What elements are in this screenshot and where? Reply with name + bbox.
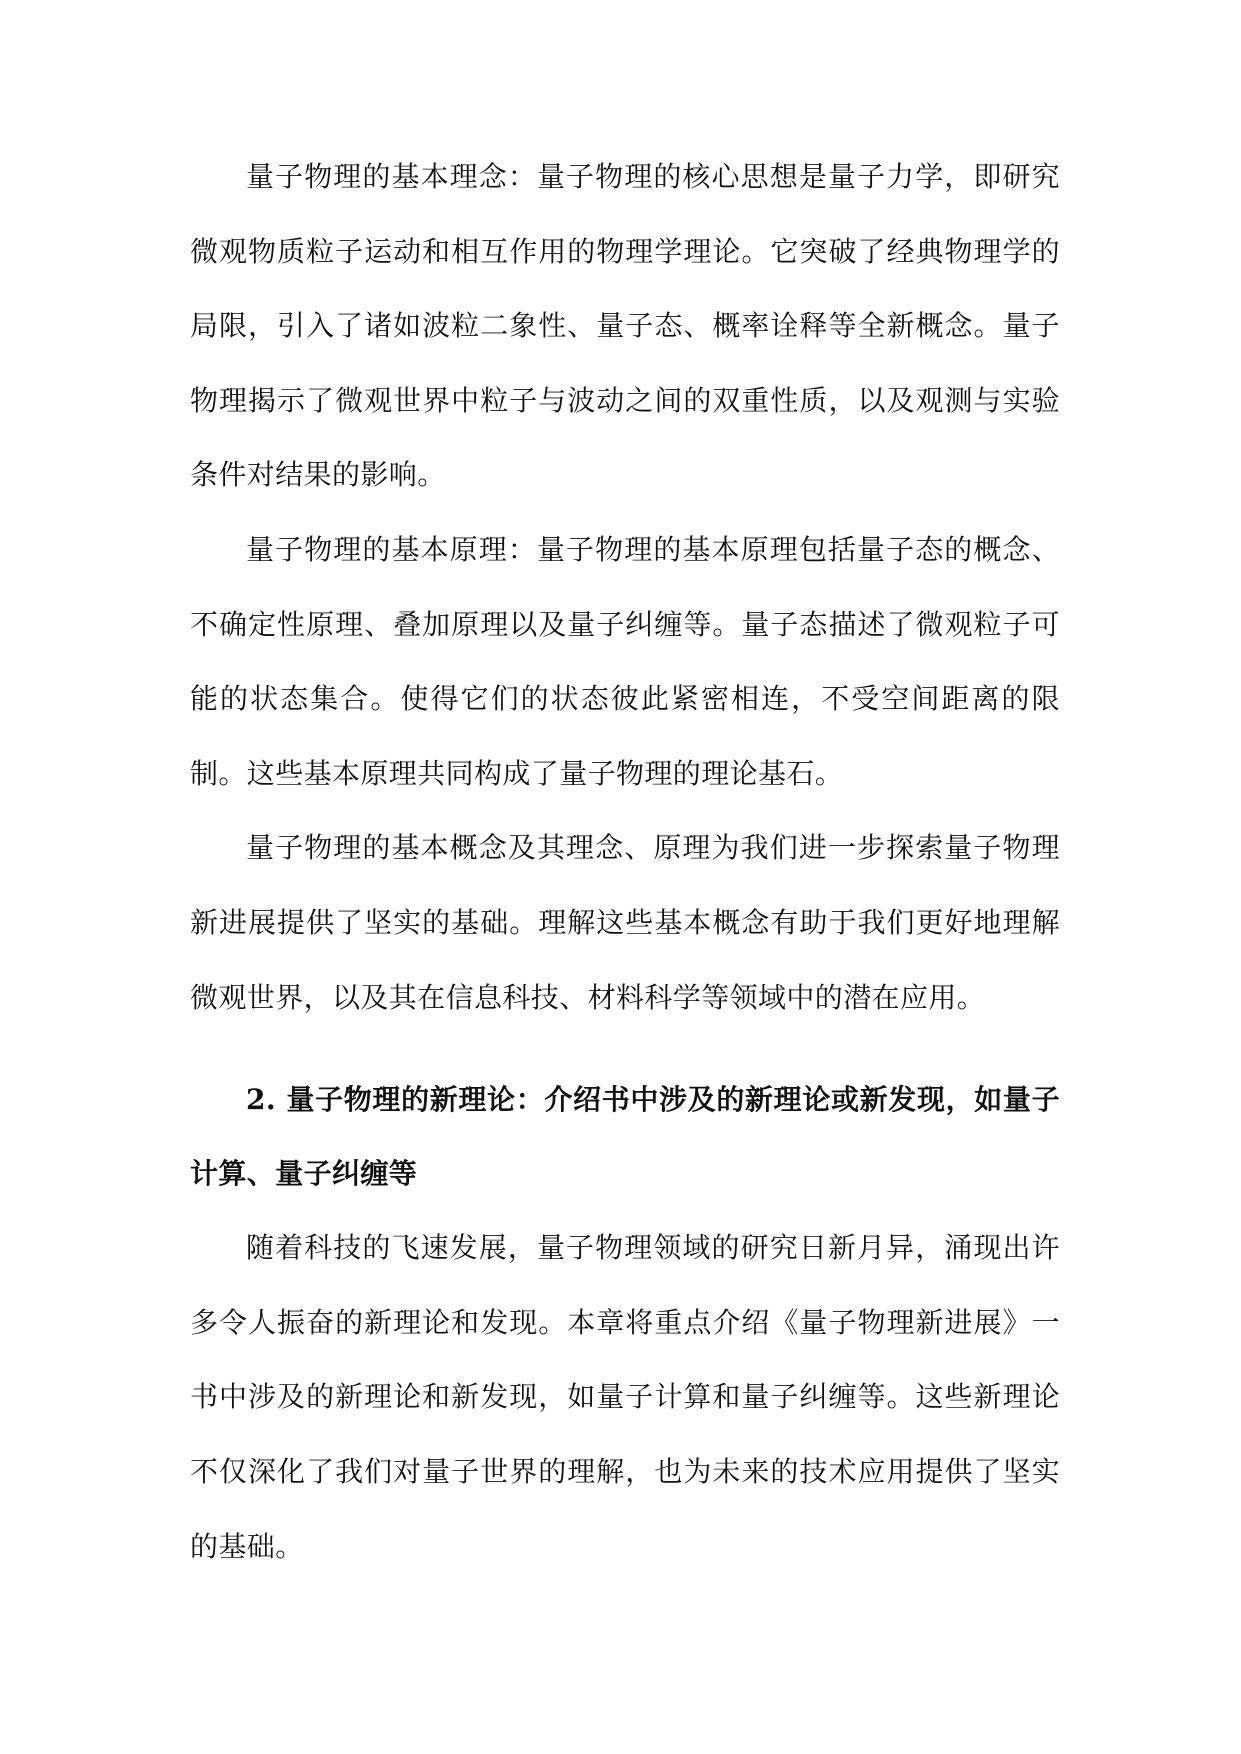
- paragraph-new-theories-intro: 随着科技的飞速发展，量子物理领域的研究日新月异，涌现出许多令人振奋的新理论和发现。本章将重点介绍《量子物理新进展》一书中涉及的新理论和新发现，如量子计算和量子纠缠等。这些新理论不仅深化了我们对量子世界的理解，也为未来的技术应用提供了坚实的基础。: [190, 1231, 1060, 1563]
- paragraph-foundation-summary: 量子物理的基本概念及其理念、原理为我们进一步探索量子物理新进展提供了坚实的基础。理解这些基本概念有助于我们更好地理解微观世界，以及其在信息科技、材料科学等领域中的潜在应用。: [190, 831, 1060, 1014]
- document-page: [190, 140, 1060, 1584]
- paragraph-basic-principles: 量子物理的基本原理：量子物理的基本原理包括量子态的概念、不确定性原理、叠加原理以及量子纠缠等。量子态描述了微观粒子可能的状态集合。使得它们的状态彼此紧密相连，不受空间距离的限制。这些基本原理共同构成了量子物理的理论基石。: [190, 532, 1060, 790]
- paragraph-basic-ideas: 量子物理的基本理念：量子物理的核心思想是量子力学，即研究微观物质粒子运动和相互作用的物理学理论。它突破了经典物理学的局限，引入了诸如波粒二象性、量子态、概率诠释等全新概念。量子物理揭示了微观世界中粒子与波动之间的双重性质，以及观测与实验条件对结果的影响。: [190, 160, 1060, 492]
- section-heading-new-theories: 2. 量子物理的新理论：介绍书中涉及的新理论或新发现，如量子计算、量子纠缠等: [190, 1083, 1060, 1191]
